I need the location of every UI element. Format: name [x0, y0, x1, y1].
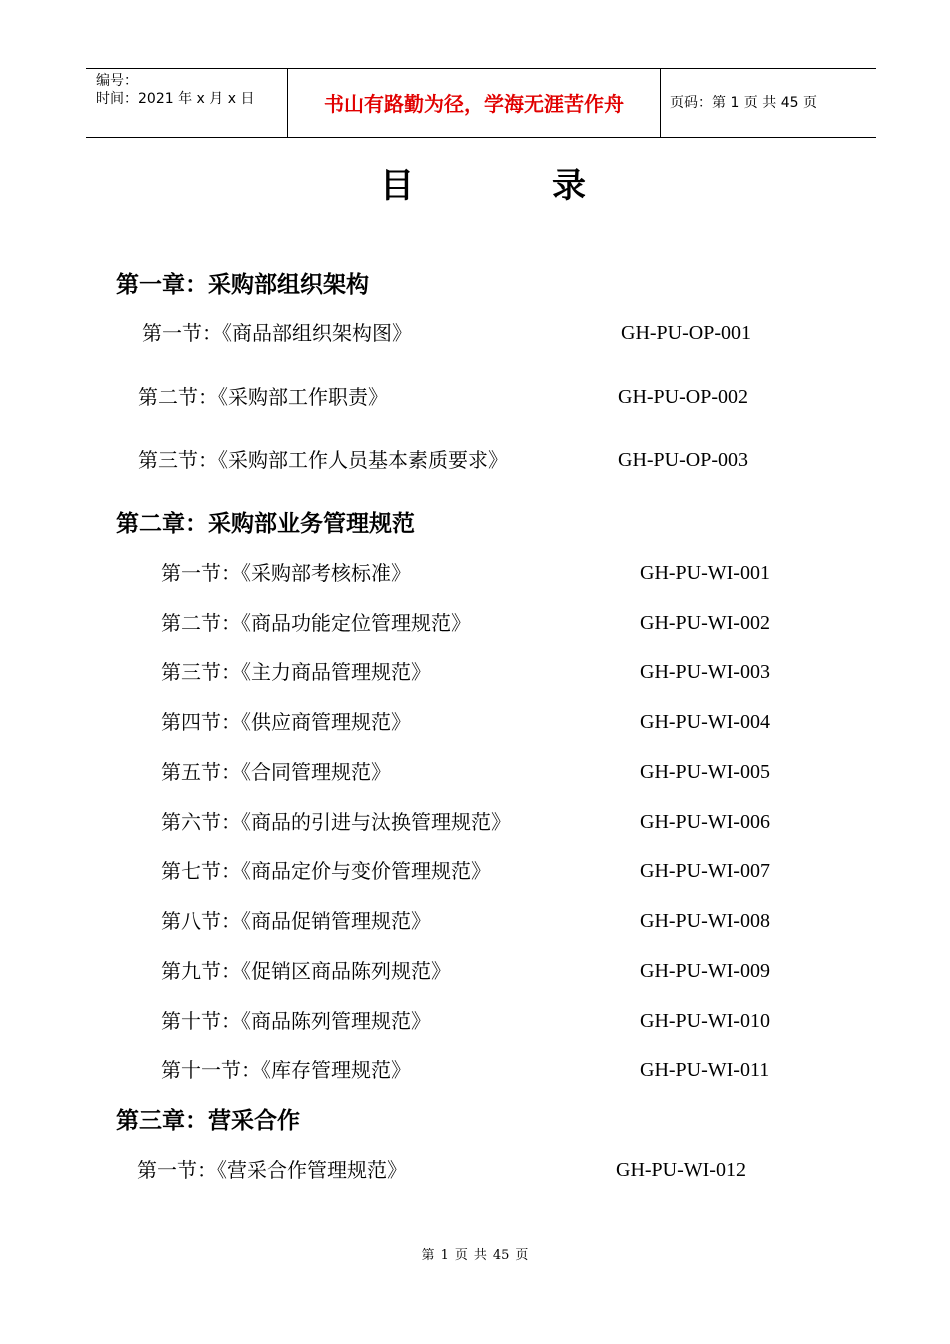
chapter-heading: 第三章：营采合作 [116, 1108, 300, 1134]
toc-section-label: 第二节：《采购部工作职责》 [138, 385, 388, 409]
toc-section-code: GH-PU-WI-010 [640, 1010, 770, 1032]
toc-section-code: GH-PU-WI-005 [640, 761, 770, 783]
toc-section-label: 第八节：《商品促销管理规范》 [161, 909, 431, 933]
toc-section-code: GH-PU-WI-012 [616, 1159, 746, 1181]
toc-section-code: GH-PU-WI-004 [640, 711, 770, 733]
toc-section-code: GH-PU-WI-002 [640, 612, 770, 634]
footer-total-unit: 页 [515, 1248, 529, 1263]
toc-section-label: 第三节：《主力商品管理规范》 [161, 660, 431, 684]
footer-page-unit: 页 [454, 1248, 468, 1263]
footer-page-number: 1 [440, 1248, 449, 1263]
toc-section-label: 第三节：《采购部工作人员基本素质要求》 [138, 448, 508, 472]
page-header [86, 68, 876, 138]
document-number-label: 编号： [96, 73, 138, 89]
page-title [0, 162, 950, 210]
toc-section-label: 第六节：《商品的引进与汰换管理规范》 [161, 810, 511, 834]
header-motto-cell [287, 69, 661, 137]
title-char-1: 目 [380, 166, 414, 206]
page-footer [0, 1247, 950, 1265]
header-meta-cell [86, 69, 287, 137]
footer-total-pages: 45 [492, 1248, 510, 1263]
toc-section-label: 第五节：《合同管理规范》 [161, 760, 391, 784]
toc-section-label: 第一节：《采购部考核标准》 [161, 561, 411, 585]
footer-total-prefix: 共 [473, 1248, 487, 1263]
chapter-heading: 第一章：采购部组织架构 [116, 272, 369, 298]
toc-section-label: 第九节：《促销区商品陈列规范》 [161, 959, 451, 983]
document-time-label: 时间：2021 年 x 月 x 日 [96, 91, 255, 107]
toc-section-code: GH-PU-WI-003 [640, 661, 770, 683]
header-page-cell [661, 69, 876, 137]
toc-section-code: GH-PU-WI-008 [640, 910, 770, 932]
toc-section-code: GH-PU-OP-003 [618, 449, 748, 471]
title-char-2: 录 [552, 166, 586, 206]
toc-section-code: GH-PU-WI-009 [640, 960, 770, 982]
toc-section-code: GH-PU-OP-001 [621, 322, 751, 344]
toc-section-label: 第十一节：《库存管理规范》 [161, 1058, 411, 1082]
toc-section-label: 第十节：《商品陈列管理规范》 [161, 1009, 431, 1033]
toc-section-code: GH-PU-WI-011 [640, 1059, 770, 1081]
toc-section-label: 第四节：《供应商管理规范》 [161, 710, 411, 734]
toc-section-code: GH-PU-OP-002 [618, 386, 748, 408]
toc-section-code: GH-PU-WI-007 [640, 860, 770, 882]
toc-section-label: 第二节：《商品功能定位管理规范》 [161, 611, 471, 635]
toc-section-label: 第七节：《商品定价与变价管理规范》 [161, 859, 491, 883]
toc-section-code: GH-PU-WI-001 [640, 562, 770, 584]
footer-prefix: 第 [421, 1248, 435, 1263]
header-page-label: 页码：第 1 页 共 45 页 [670, 95, 817, 111]
toc-section-label: 第一节：《营采合作管理规范》 [137, 1158, 407, 1182]
toc-section-label: 第一节：《商品部组织架构图》 [142, 321, 412, 345]
chapter-heading: 第二章：采购部业务管理规范 [116, 511, 415, 537]
toc-section-code: GH-PU-WI-006 [640, 811, 770, 833]
header-motto: 书山有路勤为径，学海无涯苦作舟 [324, 92, 624, 116]
